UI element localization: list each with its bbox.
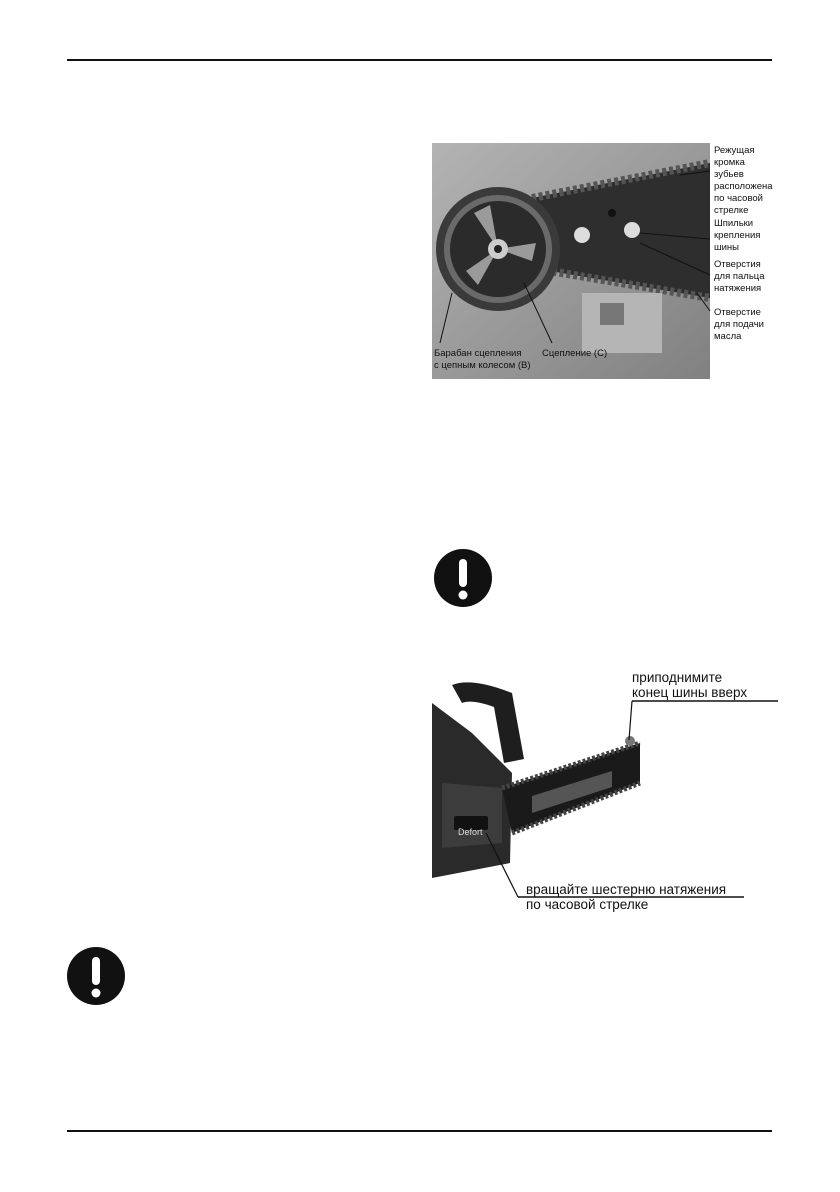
chainsaw-figure (432, 663, 778, 931)
label-bar-studs: Шпильки крепления шины (714, 218, 761, 253)
footer-rule (67, 1130, 772, 1132)
clutch-figure (432, 143, 774, 379)
brand-logo: Defort (458, 827, 483, 837)
exclamation-icon (67, 947, 125, 1005)
label-oil-hole: Отверстие для подачи масла (714, 307, 764, 342)
label-rotate-gear: вращайте шестерню натяжения по часовой стрелке (526, 882, 727, 912)
label-cutting-edge: Режущая кромка зубьев расположена по часовой стрелке (714, 145, 773, 216)
label-clutch-drum: Барабан сцепления с цепным колесом (B) (434, 348, 531, 371)
exclamation-icon (434, 549, 492, 607)
label-clutch: Сцепление (C) (542, 348, 608, 359)
label-tension-holes: Отверстия для пальца натяжения (714, 259, 765, 294)
label-lift-bar: приподнимите конец шины вверх (632, 670, 748, 700)
header-rule (67, 59, 772, 61)
